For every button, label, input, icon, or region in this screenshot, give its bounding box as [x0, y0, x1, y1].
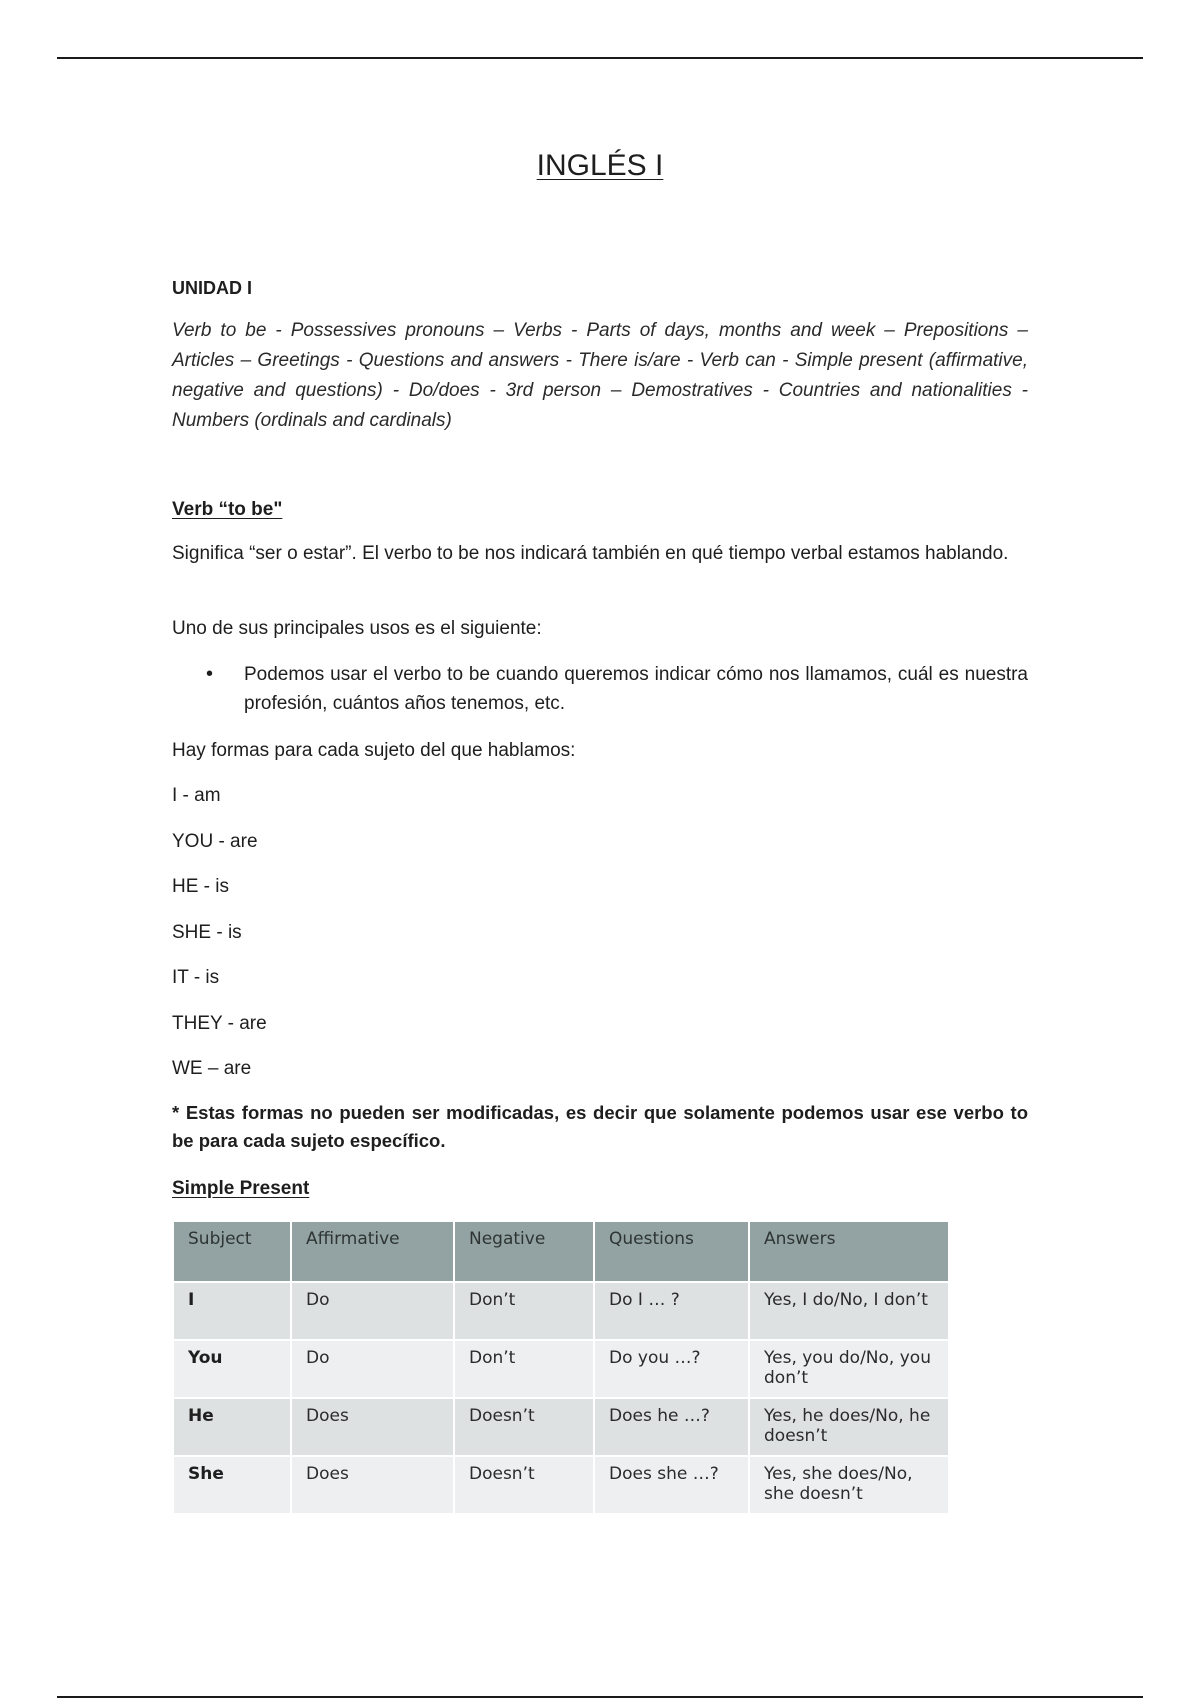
table-cell-subject: She: [174, 1457, 290, 1513]
table-cell-affirmative: Do: [292, 1341, 453, 1397]
table-header-row: [174, 1222, 948, 1281]
table-cell-question: Does she …?: [595, 1457, 748, 1513]
table-cell-answer: Yes, I do/No, I don’t: [750, 1283, 948, 1339]
table-cell-subject: You: [174, 1341, 290, 1397]
forms-intro: Hay formas para cada sujeto del que hablamos:: [172, 740, 576, 761]
table-cell-negative: Doesn’t: [455, 1457, 593, 1513]
bullet-text: Podemos usar el verbo to be cuando queremos indicar cómo nos llamamos, cuál es nuestra profesión, cuántos años tenemos, etc.: [244, 664, 1028, 714]
column-header-affirmative: Affirmative: [292, 1222, 453, 1281]
uses-intro: Uno de sus principales usos es el siguiente:: [172, 618, 542, 639]
form-i: I - am: [172, 785, 221, 806]
column-header-answers: Answers: [750, 1222, 948, 1281]
table-row: [174, 1283, 948, 1339]
table-cell-answer: Yes, she does/No, she doesn’t: [750, 1457, 948, 1513]
column-header-questions: Questions: [595, 1222, 748, 1281]
simple-present-table: [172, 1220, 950, 1515]
unit-heading: UNIDAD I: [172, 278, 252, 298]
table-cell-affirmative: Do: [292, 1283, 453, 1339]
header-rule: [57, 57, 1143, 59]
table-cell-affirmative: Does: [292, 1399, 453, 1455]
table-cell-question: Does he …?: [595, 1399, 748, 1455]
table-cell-answer: Yes, he does/No, he doesn’t: [750, 1399, 948, 1455]
table-row: [174, 1399, 948, 1455]
form-we: WE – are: [172, 1058, 252, 1079]
table-cell-answer: Yes, you do/No, you don’t: [750, 1341, 948, 1397]
table-cell-negative: Don’t: [455, 1283, 593, 1339]
table-row: [174, 1341, 948, 1397]
bullet-icon: •: [206, 663, 214, 685]
table-cell-affirmative: Does: [292, 1457, 453, 1513]
table-cell-subject: He: [174, 1399, 290, 1455]
form-you: YOU - are: [172, 831, 258, 852]
verb-to-be-meaning: Significa “ser o estar”. El verbo to be nos indicará también en qué tiempo verbal estamos hablando.: [172, 543, 1009, 564]
simple-present-heading: Simple Present: [172, 1178, 310, 1199]
verb-to-be-heading: Verb “to be": [172, 499, 283, 520]
forms-note: * Estas formas no pueden ser modificadas, es decir que solamente podemos usar ese verbo to be para cada sujeto específico.: [172, 1102, 1028, 1151]
unit-topics: Verb to be - Possessives pronouns – Verbs - Parts of days, months and week – Prepositions – Articles – Greetings - Questions and answers - There is/are - Verb can - Simple present (affirmative, negative and questions) - Do/does - 3rd person – Demostratives - Countries and nationalities - Numbers (ordinals and cardinals): [172, 320, 1028, 431]
form-they: THEY - are: [172, 1013, 267, 1034]
column-header-negative: Negative: [455, 1222, 593, 1281]
column-header-subject: Subject: [174, 1222, 290, 1281]
table-cell-question: Do you …?: [595, 1341, 748, 1397]
form-he: HE - is: [172, 876, 229, 897]
form-it: IT - is: [172, 967, 220, 988]
table-row: [174, 1457, 948, 1513]
form-she: SHE - is: [172, 922, 242, 943]
table-cell-subject: I: [174, 1283, 290, 1339]
table-cell-negative: Don’t: [455, 1341, 593, 1397]
document-title: INGLÉS I: [536, 149, 664, 182]
table-cell-negative: Doesn’t: [455, 1399, 593, 1455]
table-cell-question: Do I … ?: [595, 1283, 748, 1339]
footer-rule: [57, 1696, 1143, 1698]
